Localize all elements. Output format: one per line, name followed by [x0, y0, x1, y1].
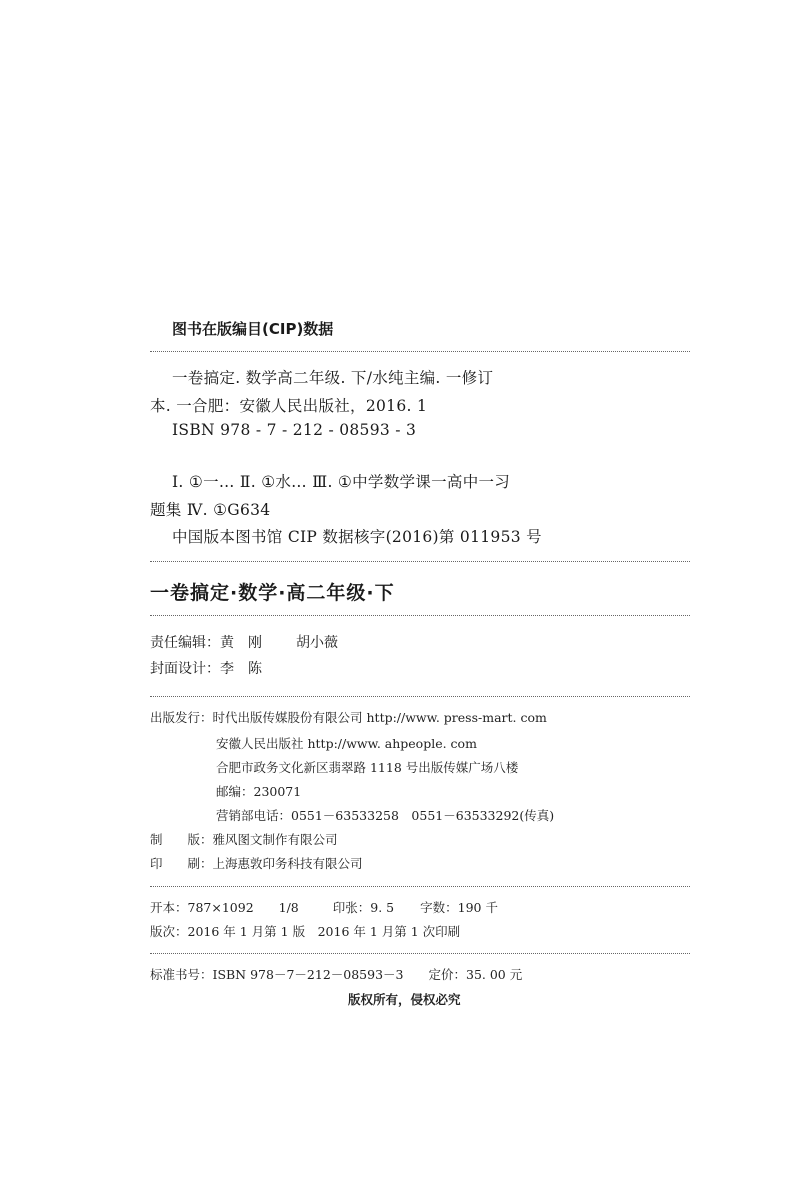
- printer-company: 上海惠敦印务科技有限公司: [212, 856, 363, 871]
- prepress: [150, 830, 338, 848]
- isbn-price: 标准书号：ISBN 978－7－212－08593－3 定价：35. 00 元: [150, 967, 523, 982]
- publisher-label: 出版发行：: [150, 710, 213, 725]
- responsible-editor-label: 责任编辑：: [150, 635, 220, 651]
- cip-verify-number: 中国版本图书馆 CIP 数据核字(2016)第 011953 号: [172, 528, 542, 546]
- publisher-phone: 营销部电话：0551－63533258 0551－63533292(传真): [216, 808, 555, 823]
- responsible-editor-1: 黄 刚: [220, 635, 262, 651]
- word-count: 字数：190 千: [420, 900, 498, 915]
- publisher-address: 合肥市政务文化新区翡翠路 1118 号出版传媒广场八楼: [216, 760, 519, 775]
- publisher-line-1: [150, 708, 547, 726]
- cip-line-2: 本. 一合肥：安徽人民出版社，2016. 1: [150, 397, 428, 415]
- cip-subject-1: Ⅰ. ①一… Ⅱ. ①水… Ⅲ. ①中学数学课一高中一习: [172, 473, 511, 491]
- divider: [150, 615, 690, 616]
- cip-line-1: 一卷搞定. 数学高二年级. 下/水纯主编. 一修订: [172, 369, 494, 387]
- cover-designer-name: 李 陈: [220, 661, 262, 677]
- divider: [150, 561, 690, 562]
- cip-subject-2: 题集 Ⅳ. ①G634: [150, 501, 271, 519]
- cip-heading: 图书在版编目(CIP)数据: [172, 320, 334, 338]
- responsible-editors: [150, 632, 338, 652]
- cover-designer-label: 封面设计：: [150, 661, 220, 677]
- copyright-notice: 版权所有，侵权必究: [348, 992, 461, 1007]
- divider: [150, 953, 690, 954]
- printer: [150, 854, 363, 872]
- publisher-postcode: 邮编：230071: [216, 784, 302, 799]
- format: 开本：787×1092 1/8: [150, 900, 299, 915]
- prepress-company: 雅风图文制作有限公司: [212, 832, 338, 847]
- book-title: 一卷搞定·数学·高二年级·下: [150, 582, 395, 604]
- publisher-name-2: 安徽人民出版社 http://www. ahpeople. com: [216, 736, 477, 751]
- printed-sheets: 印张：9. 5: [332, 900, 395, 915]
- cover-designer: [150, 658, 262, 678]
- edition: 版次：2016 年 1 月第 1 版 2016 年 1 月第 1 次印刷: [150, 924, 461, 939]
- printer-label: 印 刷：: [150, 856, 213, 871]
- divider: [150, 351, 690, 352]
- specs-line: [150, 898, 498, 916]
- prepress-label: 制 版：: [150, 832, 213, 847]
- responsible-editor-2: 胡小薇: [296, 635, 338, 651]
- publisher-name-1: 时代出版传媒股份有限公司 http://www. press-mart. com: [212, 710, 547, 725]
- divider: [150, 696, 690, 697]
- cip-isbn: ISBN 978 - 7 - 212 - 08593 - 3: [172, 421, 417, 439]
- divider: [150, 886, 690, 887]
